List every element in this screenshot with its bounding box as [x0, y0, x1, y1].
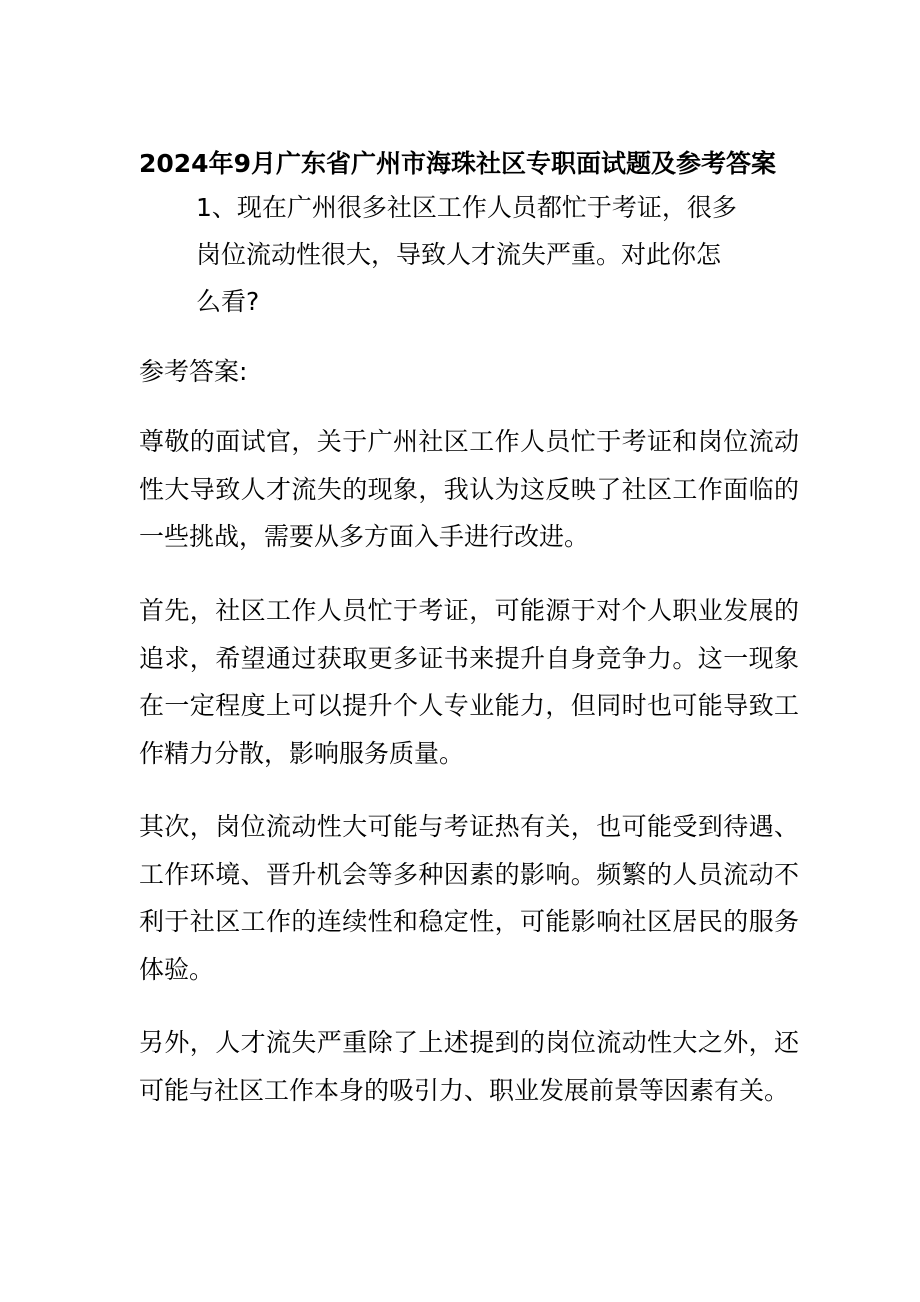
answer-paragraph-4: 另外，人才流失严重除了上述提到的岗位流动性大之外，还可能与社区工作本身的吸引力、职业发展前景等因素有关。	[139, 1028, 799, 1105]
answer-paragraph-1: 尊敬的面试官，关于广州社区工作人员忙于考证和岗位流动性大导致人才流失的现象，我认为这反映了社区工作面临的一些挑战，需要从多方面入手进行改进。	[139, 427, 799, 551]
question-line-3: 么看?	[196, 287, 260, 316]
answer-label: 参考答案:	[139, 357, 248, 386]
answer-paragraph-3: 其次，岗位流动性大可能与考证热有关，也可能受到待遇、工作环境、晋升机会等多种因素的影响。频繁的人员流动不利于社区工作的连续性和稳定性，可能影响社区居民的服务体验。	[139, 812, 799, 984]
question-line-1: 1、现在广州很多社区工作人员都忙于考证，很多	[196, 193, 737, 222]
question-line-2: 岗位流动性很大，导致人才流失严重。对此你怎	[196, 240, 722, 269]
question-block	[196, 184, 744, 325]
document-title: 2024年9月广东省广州市海珠社区专职面试题及参考答案	[139, 149, 776, 178]
answer-paragraph-2: 首先，社区工作人员忙于考证，可能源于对个人职业发展的追求，希望通过获取更多证书来提升自身竞争力。这一现象在一定程度上可以提升个人专业能力，但同时也可能导致工作精力分散，影响服务质量。	[139, 596, 799, 768]
